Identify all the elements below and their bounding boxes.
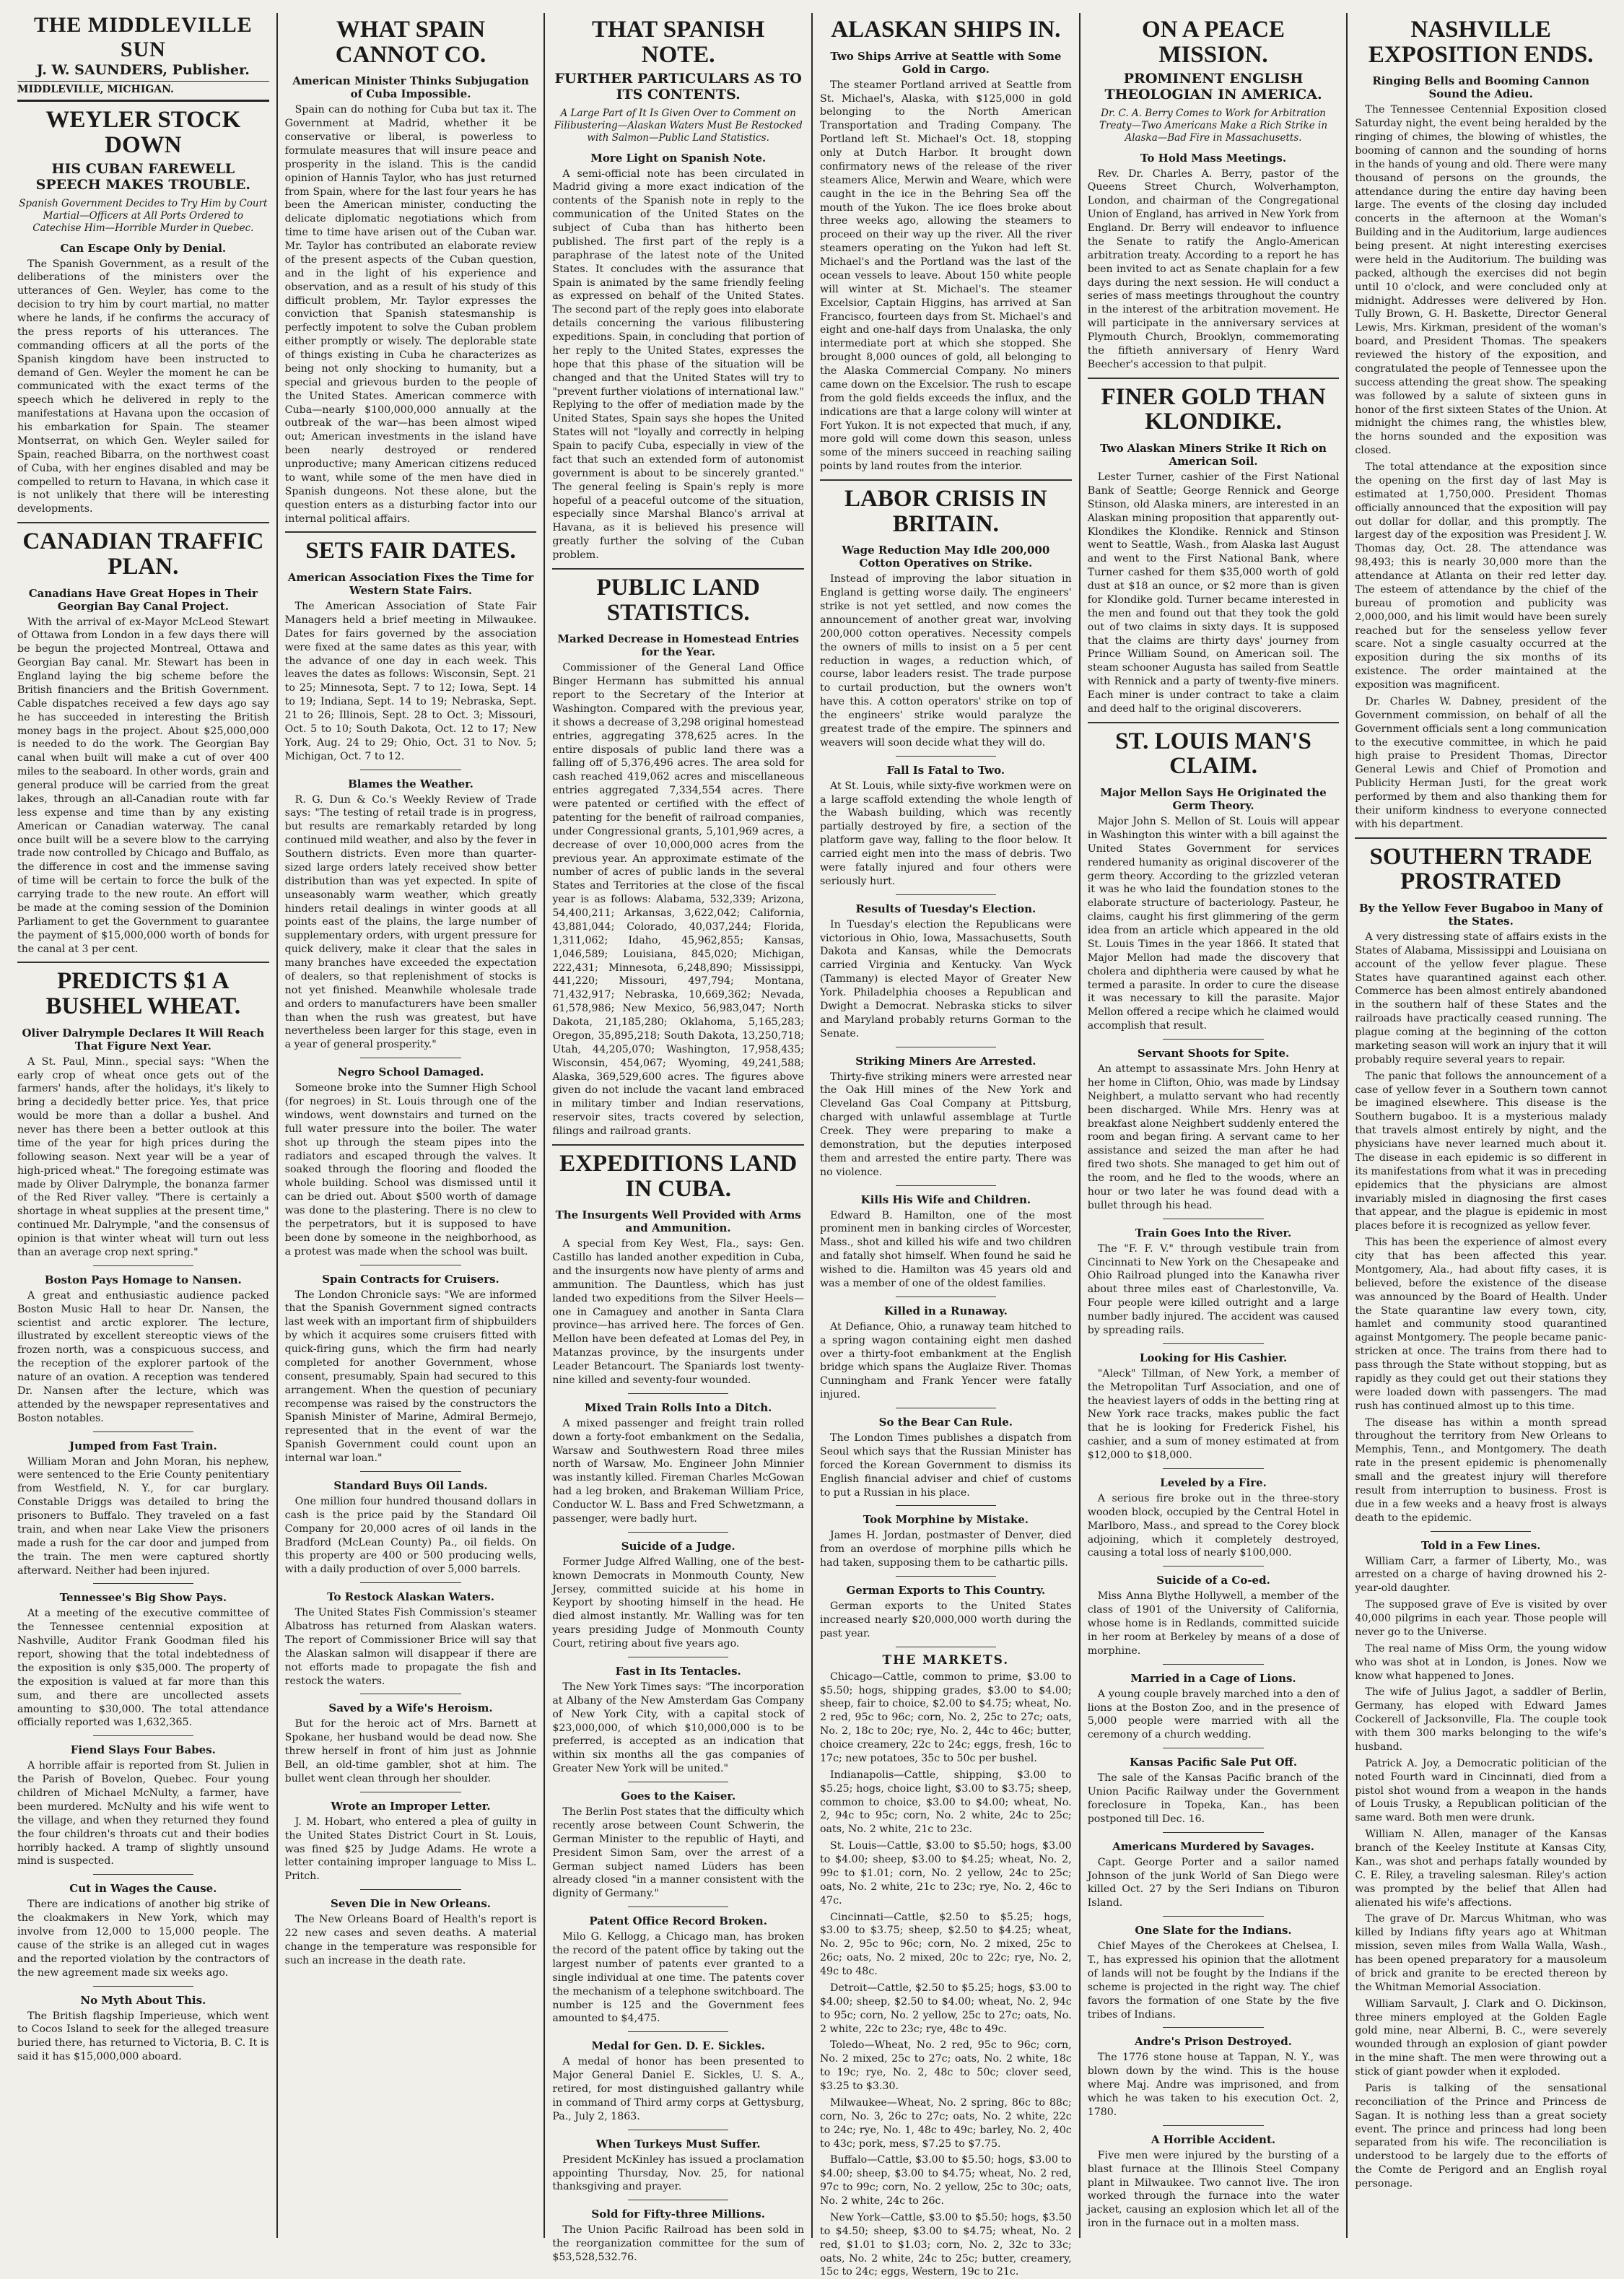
article-paragraph: "Aleck" Tillman, of New York, a member of the Metropolitan Turf Association, and one of the heaviest layers of odds in the betting ring at New York race tracks, makes public the fact that he is looking for Frederick Fishel, his cashier, and a sum of money estimated at from $12,000 to $18,000. (1087, 1367, 1340, 1462)
article-divider (1163, 1039, 1263, 1040)
article-subhead: Kills His Wife and Children. (860, 1193, 1031, 1206)
article-subhead: Fast in Its Tentacles. (615, 1664, 741, 1678)
article-deck: PROMINENT ENGLISH THEOLOGIAN IN AMERICA. (1104, 71, 1322, 103)
article-divider (360, 1582, 460, 1583)
article-paragraph: Dr. Charles W. Dabney, president of the Government commission, on behalf of all the Government officials sent a long communication to the executive committee, in which he paid high praise to President Thomas, Director General Lewis and Chief of Promotion and Publicity Herman Justi, for the great work performed by them and also thanking them for their uniform kindness to everyone connected with his department. (1355, 695, 1607, 830)
article-paragraph: Patrick A. Joy, a Democratic politician of the noted Fourth ward in Cincinnati, died from a pistol shot wound from a weapon in the hands of Louis Trusky, a Republican politician of the same ward. Both men were drunk. (1355, 1757, 1607, 1824)
article-paragraph: The supposed grave of Eve is visited by over 40,000 pilgrims in each year. Those people will never go to the Universe. (1355, 1599, 1607, 1638)
article-divider (896, 756, 996, 757)
article-paragraph: Detroit—Cattle, $2.50 to $5.25; hogs, $3.00 to $4.00; sheep, $2.50 to $4.00; wheat, No. 2, 94c to 95c; corn, No. 2 yellow, 25c to 27c; oats, No. 2 white, 22c to 23c; rye, 48c to 49c. (820, 1982, 1072, 2035)
article-paragraph: The Tennessee Centennial Exposition closed Saturday night, the event being heralded by the ringing of chimes, the blowing of whistles, the booming of cannon and the sounding of horns in the hands of young and old. There were many thousand of persons on the grounds, the attendance during the entire day having been large. The events of the closing day included concerts in the afternoon at the Woman's Building and in the Auditorium, large audiences being present. At night interesting exercises were held in the Auditorium. The building was packed, although the exercises did not begin until 10 o'clock, and were concluded only at midnight. Addresses were delivered by Hon. Tully Brown, G. H. Baskette, Director General Lewis, Mrs. Kirkman, president of the woman's board, and President Thomas. The speakers reviewed the history of the exposition, and congratulated the people of Tennessee upon the success attending the great show. The speaking was followed by a salute of sixteen guns in honor of the first sixteen States of the Union. At midnight the chimes rang, the whistles blew, the horns sounded and the exposition was closed. (1355, 104, 1607, 457)
article-paragraph: William Carr, a farmer of Liberty, Mo., was arrested on a charge of having drowned his 2-year-old daughter. (1355, 1555, 1607, 1595)
article-divider (93, 1986, 193, 1987)
article-divider (93, 1735, 193, 1736)
article-subhead: The Insurgents Well Provided with Arms and Ammunition. (555, 1208, 801, 1235)
article-paragraph: An attempt to assassinate Mrs. John Henry at her home in Clifton, Ohio, was made by Lindsay Neighbert, a mulatto servant who had recently been discharged. While Mrs. Henry was at breakfast alone Neighbert suddenly entered the room and began firing. A servant came to her assistance and seized the man after he had fired two shots. She managed to get him out of the room, and he fled to the woods, where an hour or two later he was found dead with a bullet through his head. (1087, 1063, 1340, 1211)
article-subhead: Negro School Damaged. (337, 1066, 484, 1079)
article-headline: PREDICTS $1 A BUSHEL WHEAT. (45, 968, 241, 1020)
article-paragraph: Toledo—Wheat, No. 2 red, 95c to 96c; corn, No. 2 mixed, 25c to 27c; oats, No. 2 white, 18c to 19c; rye, No. 2, 48c to 50c; clover seed, $3.25 to $3.30. (820, 2039, 1072, 2093)
article-subhead: Two Alaskan Miners Strike It Rich on American Soil. (1100, 442, 1327, 468)
article-subhead: Two Ships Arrive at Seattle with Some Gold in Cargo. (830, 49, 1062, 76)
column-2-body (285, 17, 537, 1968)
article-headline: THAT SPANISH NOTE. (592, 17, 765, 68)
article-summary: A Large Part of It Is Given Over to Comment on Filibustering—Alaskan Waters Must Be Restocked with Salmon—Public Land Statistics. (554, 107, 803, 144)
column-container (10, 13, 1614, 2278)
article-subhead: Kansas Pacific Sale Put Off. (1129, 1756, 1298, 1769)
article-paragraph: The total attendance at the exposition since the opening on the first day of last May is estimated at 1,750,000. President Thomas officially announced that the exposition will pay out dollar for dollar, and this promptly. The largest day of the exposition was President J. W. Thomas day, Oct. 28. The attendance was 98,493; this is nearly 30,000 more than the attendance at Atlanta on their red letter day. The esteem of attendance by the chief of the bureau of promotion and publicity was 2,000,000, and his limit would have been surely reached but for the senseless yellow fever scare. Not a single casualty occurred at the exposition during the six months of its existence. The order maintained at the exposition was magnificent. (1355, 461, 1607, 692)
article-subhead: Took Morphine by Mistake. (863, 1513, 1029, 1527)
article-paragraph: The American Association of State Fair Managers held a brief meeting in Milwaukee. Dates for fairs governed by the association were fixed at the same dates as this year, with the advance of one day in each week. This leaves the dates as follows: Wisconsin, Sept. 21 to 25; Minnesota, Sept. 7 to 12; Iowa, Sept. 14 to 19; Indiana, Sept. 14 to 19; Nebraska, Sept. 21 to 26; Illinois, Sept. 28 to Oct. 3; Missouri, Oct. 5 to 10; South Dakota, Oct. 12 to 17; New York, Aug. 24 to 29; Ohio, Oct. 31 to Nov. 5; Michigan, Oct. 7 to 12. (284, 601, 537, 762)
article-subhead: By the Yellow Fever Bugaboo in Many of the States. (1358, 901, 1603, 928)
article-paragraph: Paris is talking of the sensational reconciliation of the Prince and Princess de Sagan. It is nothing less than a great society event. The prince and princess had long been separated from his wife. The reconciliation is understood to be largely due to the efforts of the Comte de Perigord and an English royal personage. (1355, 2082, 1607, 2190)
article-paragraph: Chief Mayes of the Cherokees at Chelsea, I. T., has expressed his opinion that the allotment of lands will not be fought by the Indians if the scheme is projected in the right way. The chief favors the formation of one State by the five tribes of Indians. (1087, 1940, 1340, 2021)
article-summary: Spanish Government Decides to Try Him by Court Martial—Officers at All Ports Ordered to Catechise Him—Horrible Murder in Quebec. (19, 197, 268, 234)
article-subhead: So the Bear Can Rule. (878, 1416, 1013, 1429)
article-paragraph: William Sarvault, J. Clark and O. Dickinson, three miners employed at the Golden Eagle gold mine, near Alberni, B. C., were severely wounded through an explosion of giant powder in the mine shaft. The men were throwing out a stick of giant powder when it exploded. (1355, 1997, 1607, 2078)
article-headline: ON A PEACE MISSION. (1142, 17, 1285, 68)
article-headline: PUBLIC LAND STATISTICS. (596, 574, 760, 626)
article-subhead: Wrote an Improper Letter. (331, 1799, 491, 1813)
article-paragraph: At Defiance, Ohio, a runaway team hitched to a spring wagon containing eight men dashed over a thirty-foot embankment at the English bridge which spans the Auglaize River. Thomas Cunningham and Frank Yencer were fatally injured. (820, 1320, 1072, 1401)
article-divider (1163, 1343, 1263, 1344)
article-divider (1163, 1468, 1263, 1469)
column-5-body (1088, 17, 1340, 2231)
article-paragraph: A very distressing state of affairs exists in the States of Alabama, Mississippi and Louisiana on account of the yellow fever plague. These States have quarantined against each other. Commerce has been almost entirely abandoned in the southern half of these States and the railroads have practically ceased running. The plague coming at the beginning of the cotton marketing season will work an injury that it will probably require several years to repair. (1355, 931, 1607, 1066)
column-6-body (1355, 17, 1607, 2191)
article-paragraph: Commissioner of the General Land Office Binger Hermann has submitted his annual report to the Secretary of the Interior at Washington. Compared with the previous year, it shows a decrease of 3,298 original homestead entries, aggregating 378,625 acres. In the entire disposals of public land there was a falling off of 5,376,496 acres. The area sold for cash reached 419,062 acres and miscellaneous entries aggregated 7,334,554 acres. There were patented or certified with the effect of patenting for the benefit of railroad companies, under Congressional grants, 5,101,969 acres, a decrease of over 10,000,000 acres from the previous year. An approximate estimate of the number of acres of public lands in the several States and Territories at the close of the fiscal year is as follows: Alabama, 532,339; Arizona, 54,400,211; Arkansas, 3,622,042; California, 43,881,044; Colorado, 40,037,244; Florida, 1,311,062; Idaho, 45,962,855; Kansas, 1,046,589; Louisiana, 845,020; Michigan, 222,431; Minnesota, 6,248,890; Mississippi, 441,220; Missouri, 497,794; Montana, 71,432,917; Nebraska, 10,669,362; Nevada, 61,578,986; New Mexico, 56,983,047; North Dakota, 21,185,280; Oklahoma, 5,165,283; Oregon, 35,895,218; South Dakota, 13,250,718; Utah, 44,205,070; Washington, 17,958,435; Wisconsin, 454,067; Wyoming, 49,241,588; Alaska, 369,529,600 acres. The figures above given do not include the vacant land embraced in military timber and Indian reservations, reservoir sites, tracts covered by selection, filings and railroad grants. (552, 662, 805, 1137)
article-paragraph: The steamer Portland arrived at Seattle from St. Michael's, Alaska, with $125,000 in gold belonging to the North American Transportation and Trading Company. The Portland left St. Michael's Oct. 18, stopping only at Dutch Harbor. It brought down confirmatory news of the release of the river steamers Alice, Merwin and Weare, which were caught in the ice in the Behring Sea off the mouth of the Yukon. The ice floes broke about three weeks ago, allowing the steamers to proceed on their way up the river. All the river steamers operating on the Yukon had left St. Michael's and the Portland was the last of the ocean vessels to leave. About 150 white people will winter at St. Michael's. The steamer Excelsior, Captain Higgins, has arrived at San Francisco, fourteen days from St. Michael's and eight and one-half days from Unalaska, the only intermediate port at which she stopped. She brought 8,000 ounces of gold, all belonging to the Alaska Commercial Company. No miners came down on the Excelsior. The rush to escape from the gold fields exceeds the influx, and the indications are that a large colony will winter at Fort Yukon. It is not expected that much, if any, more gold will come down this season, unless some of the miners succeed in reaching sailing points by land routes from the interior. (820, 79, 1072, 473)
article-subhead: More Light on Spanish Note. (590, 151, 767, 165)
article-paragraph: German exports to the United States increased nearly $20,000,000 worth during the past year. (820, 1600, 1072, 1639)
article-subhead: Patent Office Record Broken. (589, 1914, 767, 1928)
article-paragraph: Indianapolis—Cattle, shipping, $3.00 to $5.25; hogs, choice light, $3.00 to $3.75; sheep, common to choice, $3.00 to $4.00; wheat, No. 2, 94c to 95c; corn, No. 2 white, 24c to 25c; oats, No. 2 white, 21c to 23c. (820, 1769, 1072, 1836)
article-paragraph: The wife of Julius Jagot, a saddler of Berlin, Germany, has eloped with Edward James Cockerell of Jacksonville, Fla. The couple took with them 300 marks belonging to the wife's husband. (1355, 1686, 1607, 1753)
article-subhead: Americans Murdered by Savages. (1112, 1839, 1314, 1853)
article-subhead: No Myth About This. (80, 1993, 206, 2007)
article-subhead: Told in a Few Lines. (1420, 1538, 1541, 1552)
article-subhead: Jumped from Fast Train. (69, 1439, 217, 1452)
article-headline: CANADIAN TRAFFIC PLAN. (22, 528, 264, 580)
article-subhead: Medal for Gen. D. E. Sickles. (591, 2039, 765, 2053)
article-subhead: Can Escape Only by Denial. (60, 241, 227, 255)
article-headline: ALASKAN SHIPS IN. (831, 17, 1061, 43)
article-subhead: Canadians Have Great Hopes in Their Georgian Bay Canal Project. (28, 586, 258, 613)
article-divider (1355, 837, 1607, 839)
article-divider (1163, 1916, 1263, 1917)
article-divider (628, 1393, 728, 1394)
article-divider (93, 1265, 193, 1266)
article-paragraph: There are indications of another big strike of the cloakmakers in New York, which may involve from 12,000 to 15,000 people. The cause of the strike is an alleged cut in wages and the reported violation by the contractors of the new agreement made six weeks ago. (17, 1899, 269, 1979)
article-paragraph: A mixed passenger and freight train rolled down a forty-foot embankment on the Sedalia, Warsaw and Southwestern Road three miles north of Warsaw, Mo. Engineer John Minnier was instantly killed. Fireman Charles McGowan had a leg broken, and Brakeman William Price, Conductor W. L. Bass and Fred Schwetzmann, a passenger, were badly hurt. (552, 1417, 805, 1525)
article-paragraph: R. G. Dun & Co.'s Weekly Review of Trade says: "The testing of retail trade is in progress, but results are remarkably retarded by long continued mild weather, and also by the fever in Southern districts. Even more than quarter-sized large orders lately received show better distribution than was yet expected. In spite of unseasonably warm weather, which greatly hinders retail dealings in winter goods at all points east of the plains, the large number of supplementary orders, with urgent pressure for quick delivery, make it clear that the sales in many branches have exceeded the expectation of dealers, so that replenishment of stocks is not yet finished. Meanwhile wholesale trade and orders to manufacturers have been smaller than when the rush was greatest, but have nevertheless been larger for this stage, even in a year of general prosperity." (284, 793, 537, 1051)
article-subhead: Fiend Slays Four Babes. (70, 1743, 216, 1757)
location-line (17, 81, 269, 95)
article-paragraph: James H. Jordan, postmaster of Denver, died from an overdose of morphine pills which he had taken, supposing them to be cathartic pills. (820, 1530, 1072, 1569)
article-divider (1163, 1664, 1263, 1665)
article-paragraph: The New Orleans Board of Health's report is 22 new cases and seven deaths. A material change in the temperature was responsible for such an increase in the death rate. (284, 1914, 537, 1966)
publisher-line: J. W. SAUNDERS, Publisher. (36, 62, 250, 78)
article-divider (17, 962, 269, 963)
article-paragraph: The disease has within a month spread throughout the territory from New Orleans to Memphis, Tenn., and Montgomery. The death rate in the present epidemic is phenomenally small and the greatest injury will therefore result from interruption to business. Frost is due in a few weeks and a heavy frost is always death to the epidemic. (1355, 1416, 1607, 1524)
newspaper-title: THE MIDDLEVILLE SUN (34, 13, 253, 61)
article-paragraph: William Moran and John Moran, his nephew, were sentenced to the Erie County penitentiary from Westfield, N. Y., for car burglary. Constable Driggs was detailed to bring the prisoners to Buffalo. They traveled on a fast train, and when near Lake View the prisoners made a rush for the car door and jumped from the train. The men were captured shortly afterward. Neither had been injured. (17, 1455, 269, 1577)
article-subhead: Seven Die in New Orleans. (331, 1897, 491, 1911)
masthead (17, 13, 269, 102)
article-divider (628, 2031, 728, 2032)
article-paragraph: This has been the experience of almost every city that has been affected this year. Montgomery, Ala., had about fifty cases, it is believed, before the existence of the disease was announced by the Board of Health. Under the State quarantine law every town, city, hamlet and community stood quarantined against Montgomery. The people became panic-stricken at once. The trains from there had to pass through the State without stopping, but as rapidly as they could get out their stations they were loaded down with passengers. The mad rush has continued almost up to this time. (1355, 1237, 1607, 1412)
article-subhead: Major Mellon Says He Originated the Germ Theory. (1100, 786, 1327, 813)
article-paragraph: Instead of improving the labor situation in England is getting worse daily. The engineers' strike is not yet settled, and now comes the announcement of another great war, involving 200,000 cotton operatives. Necessity compels the owners of mills to insist on a 5 per cent reduction in wages, a reduction which, of course, labor leaders resist. The trade purpose to curtail production, but the owners won't have this. A cotton operators' strike on top of the engineers' strike would paralyze the greatest trade of the empire. The spinners and weavers will soon decide what they will do. (820, 573, 1072, 749)
article-paragraph: Milwaukee—Wheat, No. 2 spring, 86c to 88c; corn, No. 3, 26c to 27c; oats, No. 2 white, 22c to 24c; rye, No. 1, 48c to 49c; barley, No. 2, 40c to 43c; pork, mess, $7.25 to $7.75. (820, 2096, 1072, 2150)
article-paragraph: A horrible affair is reported from St. Julien in the Parish of Bovelon, Quebec. Four young children of Michael McNulty, a farmer, have been murdered. McNulty and his wife went to the village, and when they returned they found the four children's throats cut and their bodies horribly hacked. A tramp of slightly unsound mind is suspected. (17, 1760, 269, 1868)
article-paragraph: J. M. Hobart, who entered a plea of guilty in the United States District Court in St. Louis, was fined $25 by Judge Adams. He wrote a letter containing improper language to Miss L. Pritch. (284, 1816, 537, 1883)
article-paragraph: The Berlin Post states that the difficulty which recently arose between Count Schwerin, the German Minister to the republic of Hayti, and President Simon Sam, over the arrest of a German subject named Lüders has been already closed "in a manner consistent with the dignity of Germany." (552, 1806, 805, 1900)
article-subhead: Tennessee's Big Show Pays. (59, 1591, 227, 1605)
article-paragraph: The London Chronicle says: "We are informed that the Spanish Government signed contracts last week with an important firm of shipbuilders by which it acquires some cruisers fitted with quick-firing guns, which the firm had nearly completed for another Government, whose consent, presumably, Spain had secured to this arrangement. When the question of pecuniary recompense was raised by the constructors the Spanish Minister of Marine, Admiral Bermejo, represented that in the event of war the Spanish Government could count upon an internal war loan." (284, 1289, 537, 1465)
article-paragraph: Buffalo—Cattle, $3.00 to $5.50; hogs, $3.00 to $4.00; sheep, $3.00 to $4.75; wheat, No. 2 red, 97c to 99c; corn, No. 2 yellow, 25c to 30c; oats, No. 2 white, 24c to 26c. (820, 2154, 1072, 2208)
article-divider (93, 1874, 193, 1875)
article-paragraph: The "F. F. V." through vestibule train from Cincinnati to New York on the Chesapeake and Ohio Railroad plunged into the Kanawha river about three miles east of Charlestonville, Va. Four people were killed outright and a large number badly injured. The accident was caused by spreading rails. (1087, 1242, 1340, 1336)
article-subhead: To Restock Alaskan Waters. (327, 1590, 494, 1604)
article-subhead: Fall Is Fatal to Two. (886, 763, 1005, 777)
column-3 (545, 13, 813, 2264)
article-subhead: Spain Contracts for Cruisers. (322, 1272, 499, 1286)
article-paragraph: Miss Anna Blythe Hollywell, a member of the class of 1901 of the University of California, whose home is in Redlands, committed suicide in her room at Berkeley by means of a dose of morphine. (1087, 1590, 1340, 1657)
article-divider (896, 1576, 996, 1577)
column-3-body (552, 17, 804, 2265)
article-divider (360, 1471, 460, 1472)
column-1-body (17, 108, 269, 2064)
article-subhead: Leveled by a Fire. (1160, 1476, 1267, 1489)
article-paragraph: The Spanish Government, as a result of the deliberations of the ministers over the utterances of Gen. Weyler, has come to the decision to try him by court martial, no matter where he lands, if he confirms the accuracy of the press reports of his utterances. The commanding officers at all the ports of the Spanish kingdom have been instructed to demand of Gen. Weyler the moment he can be communicated with the exact terms of the speech which he delivered in reply to the manifestations at Havana upon the occasion of his embarkation for Spain. The steamer Montserrat, on which Gen. Weyler sailed for Spain, reached Bibarra, on the northwest coast of Cuba, with her engines disabled and may be compelled to return to Havana, in which case it is not unlikely that there will be interesting developments. (17, 258, 269, 515)
article-subhead: American Association Fixes the Time for Western State Fairs. (287, 571, 534, 598)
article-divider (896, 1505, 996, 1506)
article-divider (1088, 378, 1340, 379)
article-headline: WHAT SPAIN CANNOT CO. (335, 17, 486, 68)
article-paragraph: The real name of Miss Orm, the young widow who was shot at in London, is Jones. Now we know what happened to Jones. (1355, 1642, 1607, 1682)
article-paragraph: Milo G. Kellogg, a Chicago man, has broken the record of the patent office by taking out the largest number of patents ever granted to a single individual at one time. The patents cover the mechanism of a telephone switchboard. The number is 125 and the Government fees amounted to $4,475. (552, 1931, 805, 2025)
article-paragraph: Thirty-five striking miners were arrested near the Oak Hill mines of the New York and Cleveland Gas Coal Company at Pittsburg, charged with unlawful assemblage at Turtle Creek. They were preparing to make a demonstration, but the deputies interposed them and arrested the entire party. There was no violence. (820, 1071, 1072, 1178)
article-divider (285, 531, 537, 533)
article-subhead: Striking Miners Are Arrested. (855, 1054, 1036, 1068)
article-subhead: Servant Shoots for Spite. (1137, 1047, 1290, 1060)
article-paragraph: A special from Key West, Fla., says: Gen. Castillo has landed another expedition in Cuba, and the insurgents now have plenty of arms and ammunition. The Dauntless, which has just landed two expeditions from the Silver Heels—one in Camaguey and another in Santa Clara province—has arrived here. The forces of Gen. Mellon have been defeated at Lomas del Pey, in Matanzas province, by the insurgents under Leader Betancourt. The Spaniards lost twenty-nine killed and seventy-four wounded. (552, 1238, 805, 1386)
column-1 (10, 13, 278, 2238)
article-paragraph: Five men were injured by the bursting of a blast furnace at the Illinois Steel Company plant in Milwaukee. Two cannot live. The iron worked through the furnace into the water jacket, causing an explosion which let all of the iron in the furnace out in a molten mass. (1087, 2149, 1340, 2230)
article-paragraph: Major John S. Mellon of St. Louis will appear in Washington this winter with a bill against the United States Government for services rendered humanity as original discoverer of the germ theory. According to the grizzled veteran it was he who laid the foundation stones to the elaborate structure of bacteriology. Pasteur, he claims, caught his first glimmering of the germ idea from an article which appeared in the old St. Louis Times in the year 1866. It stated that Major Mellon had made the discovery that cholera and diphtheria were caused by what he termed a parasite. In order to cure the disease it was necessary to kill the parasite. Major Mellon offered a recipe which he claimed would accomplish that result. (1087, 816, 1340, 1032)
article-divider (628, 1532, 728, 1533)
article-subhead: Results of Tuesday's Election. (855, 902, 1036, 915)
article-divider (552, 568, 804, 570)
article-paragraph: Edward B. Hamilton, one of the most prominent men in banking circles of Worcester, Mass., shot and killed his wife and two children and fatally shot himself. When found he said he wished to die. Hamilton was 45 years old and was a member of one of the oldest families. (820, 1209, 1072, 1289)
article-paragraph: Chicago—Cattle, common to prime, $3.00 to $5.50; hogs, shipping grades, $3.00 to $4.00; sheep, fair to choice, $2.00 to $4.75; wheat, No. 2 red, 95c to 96c; corn, No. 2, 25c to 27c; oats, No. 2, 18c to 20c; rye, No. 2, 44c to 46c; butter, choice creamery, 22c to 24c; eggs, fresh, 16c to 17c; new potatoes, 35c to 50c per bushel. (820, 1670, 1072, 1764)
article-divider (1088, 722, 1340, 723)
article-subhead: Oliver Dalrymple Declares It Will Reach That Figure Next Year. (22, 1026, 265, 1053)
article-subhead: Train Goes Into the River. (1135, 1226, 1292, 1239)
article-summary: Dr. C. A. Berry Comes to Work for Arbitration Treaty—Two Americans Make a Rich Strike in Alaska—Bad Fire in Massachusetts. (1099, 107, 1328, 144)
article-paragraph: The panic that follows the announcement of a case of yellow fever in a Southern town cannot be imagined elsewhere. This disease is the Southern bugaboo. It is a mysterious malady that travels almost entirely by night, and the physicians have never learned much about it. The disease in each epidemic is so different in its manifestations from what it was in preceding epidemics that the physicians are almost invariably misled in diagnosing the first cases that appear, and the plague is epidemic in most places before it is recognized as yellow fever. (1355, 1070, 1607, 1232)
article-paragraph: St. Louis—Cattle, $3.00 to $5.50; hogs, $3.00 to $4.00; sheep, $3.00 to $4.25; wheat, No. 2, 99c to $1.01; corn, No. 2 yellow, 24c to 25c; oats, No. 2 white, 21c to 23c; rye, No. 2, 46c to 47c. (820, 1840, 1072, 1907)
article-paragraph: A semi-official note has been circulated in Madrid giving a more exact indication of the contents of the Spanish note in reply to the communication of the United States on the subject of Cuba than has hitherto been published. The first part of the reply is a paraphrase of the latest note of the United States. It concludes with the assurance that Spain is animated by the same friendly feeling as expressed on behalf of the United States. The second part of the reply goes into elaborate details concerning the various filibustering expeditions. Spain, in concluding that portion of her reply to the United States, expresses the hope that this phase of the situation will be changed and that the United States will try to "prevent further violations of international law." Replying to the offer of mediation made by the United States, Spain says she hopes the United States will not "loyally and correctly in helping Spain to pacify Cuba, especially in view of the fact that such an extended form of autonomist government is about to be sincerely granted." The general feeling is Spain's reply is more hopeful of a peaceful outcome of the situation, especially since Marshal Blanco's arrival at Havana, as it is believed his presence will greatly further the solving of the Cuban problem. (552, 167, 805, 562)
article-subhead: Boston Pays Homage to Nansen. (44, 1273, 242, 1286)
article-subhead: Mixed Train Rolls Into a Ditch. (584, 1400, 772, 1414)
column-4-body (820, 17, 1072, 2279)
article-paragraph: The New York Times says: "The incorporation at Albany of the New Amsterdam Gas Company of New York City, with a capital stock of $23,000,000, of which $10,000,000 is to be preferred, is accepted as an indication that within six months all the gas companies of Greater New York will be united." (552, 1681, 805, 1775)
article-headline: WEYLER STOCK DOWN (45, 107, 241, 158)
article-deck: FURTHER PARTICULARS AS TO ITS CONTENTS. (554, 71, 802, 103)
article-paragraph: In Tuesday's election the Republicans were victorious in Ohio, Iowa, Massachusetts, South Dakota and Kansas, while the Democrats carried Virginia and Kentucky. Van Wyck (Tammany) is elected Mayor of Greater New York. Philadelphia chooses a Republican and Dwight a Democrat. Nebraska sticks to silver and Maryland probably returns Gorman to the Senate. (820, 918, 1072, 1040)
article-subhead: Suicide of a Co-ed. (1156, 1574, 1270, 1587)
article-paragraph: Spain can do nothing for Cuba but tax it. The Government at Madrid, whether it be conservative or liberal, is powerless to formulate measures that will insure peace and prosperity in the island. This is the candid opinion of Hannis Taylor, who has just returned from Spain, where for the last four years he has been the American minister, conducting the delicate diplomatic negotiations which from time to time have arisen out of the Cuban war. Mr. Taylor has contributed an elaborate review of the present aspects of the Cuban question, and in the light of his experience and observation, and as a result of his study of this difficult problem, Mr. Taylor expresses the conviction that Spanish statesmanship is perfectly impotent to solve the Cuban problem either promptly or wisely. The deplorable state of things existing in Cuba he characterizes as being not only shocking to humanity, but a special and grievous burden to the people of the United States. American commerce with Cuba—nearly $100,000,000 annually at the outbreak of the war—has been almost wiped out; American investments in the island have been nearly destroyed or rendered unproductive; many American citizens reduced to want, while some of the men have died in Spanish dungeons. Not these alone, but the question enters as a disturbing factor into our internal political affairs. (284, 104, 537, 525)
article-headline: EXPEDITIONS LAND IN CUBA. (559, 1150, 798, 1202)
article-paragraph: Lester Turner, cashier of the First National Bank of Seattle; George Rennick and George Stinson, old Alaska miners, are interested in an Alaskan mining proposition that apparently out-Klondikes the Klondike. Rennick and Stinson went to Seattle, Wash., from Alaska last August and went to the First National Bank, where Turner cashed for them $35,000 worth of gold dust at $18 an ounce, or $2 more than is given for Klondike gold. Turner became interested in the men and found out that they took the gold out of two claims in sixty days. It is supposed that the claims are thirty days' journey from Prince William Sound, on American soil. The steam schooner Augusta has sailed from Seattle with Rennick and a party of twenty-five miners. Each miner is under contract to take a claim and deed half to the original discoverers. (1087, 471, 1340, 715)
article-paragraph: The 1776 stone house at Tappan, N. Y., was blown down by the wind. This is the house where Maj. Andre was imprisoned, and from which he was taken to his execution Oct. 2, 1780. (1087, 2052, 1340, 2118)
article-divider (896, 1185, 996, 1186)
article-paragraph: A young couple bravely marched into a den of lions at the Boston Zoo, and in the presence of 5,000 people were married with all the ceremony of a church wedding. (1087, 1688, 1340, 1741)
article-divider (1163, 2125, 1263, 2126)
article-paragraph: At St. Louis, while sixty-five workmen were on a large scaffold extending the whole length of the Wabash building, which was recently partially destroyed by fire, a section of the platform gave way, falling to the floor below. It carried eight men into the mass of debris. Two were fatally injured and four others were seriously hurt. (820, 780, 1072, 887)
article-divider (820, 479, 1072, 481)
markets-title: THE MARKETS. (882, 1652, 1010, 1668)
article-deck: HIS CUBAN FAREWELL SPEECH MAKES TROUBLE. (35, 161, 250, 193)
article-headline: NASHVILLE EXPOSITION ENDS. (1368, 17, 1594, 68)
article-subhead: Goes to the Kaiser. (621, 1790, 736, 1803)
article-subhead: Sold for Fifty-three Millions. (591, 2208, 765, 2221)
article-paragraph: The sale of the Kansas Pacific branch of the Union Pacific Railway under the Government foreclosure in Topeka, Kan., has been postponed till Dec. 16. (1087, 1772, 1340, 1825)
article-paragraph: A St. Paul, Minn., special says: "When the early crop of wheat once gets out of the farmers' hands, after the holidays, it's likely to bring a decidedly better price. Yes, that price would be more than a dollar a bushel. And never has there been a better outlook at this time of the year for high prices during the following season. Next year will be a year of high-priced wheat." The foregoing estimate was made by Oliver Dalrymple, the bonanza farmer of the Red River valley. "There is certainly a shortage in wheat supplies at the present time," continued Mr. Dalrymple, "and the consensus of opinion is that winter wheat will turn out less than an average crop next spring." (17, 1055, 269, 1258)
article-headline: SETS FAIR DATES. (305, 538, 516, 565)
article-subhead: Saved by a Wife's Heroism. (328, 1701, 493, 1715)
article-headline: ST. LOUIS MAN'S CLAIM. (1115, 728, 1311, 780)
article-paragraph: Capt. George Porter and a sailor named Johnson of the junk World of San Diego were killed Oct. 27 by the Seri Indians on Tiburon Island. (1087, 1856, 1340, 1909)
article-paragraph: A medal of honor has been presented to Major General Daniel E. Sickles, U. S. A., retired, for most distinguished gallantry while in command of Third army corps at Gettysburg, Pa., July 2, 1863. (552, 2056, 805, 2122)
article-divider (896, 894, 996, 895)
article-paragraph: A great and enthusiastic audience packed Boston Music Hall to hear Dr. Nansen, the scientist and arctic explorer. The lecture, illustrated by excellent stereoptic views of the frozen north, was a conspicuous success, and the reception of the explorer partook of the nature of an ovation. A reception was tendered Dr. Nansen after the lecture, which was attended by the newspaper representatives and Boston notables. (17, 1289, 269, 1424)
article-subhead: German Exports to This Country. (846, 1584, 1046, 1598)
article-paragraph: But for the heroic act of Mrs. Barnett at Spokane, her husband would be dead now. She threw herself in front of him just as Johnnie Bell, an old-time gambler, shot at him. The bullet went clean through her shoulder. (284, 1718, 537, 1785)
article-paragraph: With the arrival of ex-Mayor McLeod Stewart of Ottawa from London in a few days there will be begun the projected Montreal, Ottawa and Georgian Bay canal. Mr. Stewart has been in England laying the big scheme before the British financiers and the British Government. Cable dispatches received a few days ago say he has succeeded in interesting the British money bags in the project. About $25,000,000 is needed to do the work. The Georgian Bay canal when built will make a cut of over 400 miles to the seaboard. In other words, grain and general produce will be carried from the great lakes, through an all-Canadian route with far less expense and time than by any existing American or Canadian waterway. The canal once built will be a severe blow to the carrying trade now controlled by Chicago and Buffalo, as the difference in cost and the immense saving of time will be certain to force the bulk of the carrying trade to the new route. An effort will be made at the coming session of the Dominion Parliament to get the Government to guarantee the payment of $15,000,000 worth of bonds for the canal at 3 per cent. (17, 616, 269, 955)
article-subhead: When Turkeys Must Suffer. (595, 2137, 761, 2151)
column-4 (813, 13, 1081, 2278)
article-paragraph: President McKinley has issued a proclamation appointing Thursday, Nov. 25, for national thanksgiving and prayer. (552, 2153, 805, 2193)
article-paragraph: Rev. Dr. Charles A. Berry, pastor of the Queens Street Church, Wolverhampton, London, and chairman of the Congregational Union of England, has arrived in New York from England. Dr. Berry will endeavor to influence the Senate to ratify the Anglo-American arbitration treaty. According to a report he has been invited to act as Senate chaplain for a few days during the next session. He will conduct a series of mass meetings throughout the country in the interest of the arbitration movement. He will participate in the anniversary services at Plymouth Church, Brooklyn, commemorating the fiftieth anniversary of Henry Ward Beecher's accession to that pulpit. (1087, 167, 1340, 370)
article-subhead: Killed in a Runaway. (883, 1304, 1008, 1317)
article-subhead: A Horrible Accident. (1151, 2132, 1276, 2146)
column-6 (1348, 13, 1614, 2238)
article-headline: FINER GOLD THAN KLONDIKE. (1101, 383, 1326, 435)
article-divider (360, 1889, 460, 1890)
article-subhead: Married in a Cage of Lions. (1130, 1671, 1296, 1685)
article-paragraph: A serious fire broke out in the three-story wooden block, occupied by the Central Hotel in Marlboro, Mass., and spread to the Corey block adjoining, which it completely destroyed, causing a total loss of nearly $100,000. (1087, 1492, 1340, 1559)
article-paragraph: Former Judge Alfred Walling, one of the best-known Democrats in Monmouth County, New Jersey, committed suicide at his home in Keyport by shooting himself in the head. He died almost instantly. Mr. Walling was for ten years presiding Judge of Monmouth County Court, retiring about five years ago. (552, 1556, 805, 1650)
column-2 (278, 13, 546, 2238)
article-paragraph: The United States Fish Commission's steamer Albatross has returned from Alaskan waters. The report of Commissioner Brice will say that the Alaskan salmon will disappear if there are not efforts made to propagate the fish and restock the waters. (284, 1607, 537, 1687)
article-paragraph: Someone broke into the Sumner High School (for negroes) in St. Louis through one of the windows, went downstairs and turned on the full water pressure into the boiler. The water shot up through the steam pipes into the radiators and escaped through the valves. It soaked through the flooring and flooded the whole building. School was dismissed until it can be dried out. About $500 worth of damage was done to the plastering. There is no clew to the perpetrators, but it is supposed to have been done by someone in the neighborhood, as a protest was made when the school was built. (284, 1082, 537, 1258)
column-5 (1081, 13, 1348, 2238)
article-subhead: Marked Decrease in Homestead Entries for the Year. (557, 632, 799, 659)
article-paragraph: Cincinnati—Cattle, $2.50 to $5.25; hogs, $3.00 to $3.75; sheep, $2.50 to $4.25; wheat, No. 2, 95c to 96c; corn, No. 2 mixed, 25c to 26c; oats, No. 2 mixed, 20c to 22c; rye, No. 2, 49c to 48c. (820, 1911, 1072, 1978)
article-subhead: Ringing Bells and Booming Cannon Sound the Adieu. (1372, 74, 1590, 101)
article-subhead: Blames the Weather. (348, 777, 473, 790)
article-subhead: Looking for His Cashier. (1139, 1351, 1288, 1364)
location-text: MIDDLEVILLE, MICHIGAN. (17, 84, 174, 95)
article-headline: SOUTHERN TRADE PROSTRATED (1369, 843, 1592, 895)
article-paragraph: New York—Cattle, $3.00 to $5.50; hogs, $3.50 to $4.50; sheep, $3.00 to $4.75; wheat, No. 2 red, $1.01 to $1.03; corn, No. 2, 32c to 33c; oats, No. 2 white, 24c to 25c; butter, creamery, 15c to 24c; eggs, Western, 19c to 21c. (820, 2211, 1072, 2278)
article-subhead: Andre's Prison Destroyed. (1135, 2035, 1293, 2049)
article-divider (17, 522, 269, 523)
article-divider (1431, 1531, 1531, 1532)
article-divider (1163, 1832, 1263, 1833)
article-headline: LABOR CRISIS IN BRITAIN. (844, 486, 1047, 537)
article-paragraph: The grave of Dr. Marcus Whitman, who was killed by Indians fifty years ago at Whitman mission, seven miles from Walla Walla, Wash., has been opened preparatory for a mausoleum of brick and granite to be erected thereon by the Whitman Memorial Association. (1355, 1913, 1607, 1993)
article-divider (552, 1144, 804, 1146)
article-subhead: Wage Reduction May Idle 200,000 Cotton Operatives on Strike. (842, 544, 1050, 570)
article-divider (93, 1583, 193, 1584)
article-subhead: To Hold Mass Meetings. (1140, 151, 1287, 165)
article-divider (1163, 2027, 1263, 2028)
article-subhead: American Minister Thinks Subjugation of Cuba Impossible. (292, 74, 529, 101)
article-subhead: Cut in Wages the Cause. (69, 1882, 217, 1896)
article-paragraph: William N. Allen, manager of the Kansas branch of the Keeley Institute at Kansas City, Kan., was shot and perhaps fatally wounded by C. E. Riley, a traveling salesman. Riley's action was prompted by the belief that Allen had alienated his wife's affections. (1355, 1829, 1607, 1909)
article-subhead: One Slate for the Indians. (1135, 1924, 1292, 1938)
article-subhead: Standard Buys Oil Lands. (333, 1478, 488, 1492)
article-subhead: Suicide of a Judge. (621, 1539, 735, 1553)
article-paragraph: At a meeting of the executive committee of the Tennessee centennial exposition at Nashville, Auditor Frank Goodman filed his report, showing that the total indebtedness of the exposition is only $35,000. The property of the exposition is valued at far more than this sum, and there are uncollected assets amounting to $30,000. The total attendance officially reported was 1,632,365. (17, 1608, 269, 1729)
article-paragraph: The Union Pacific Railroad has been sold in the reorganization committee for the sum of $53,528,532.76. (552, 2224, 805, 2264)
article-paragraph: One million four hundred thousand dollars in cash is the price paid by the Standard Oil Company for 20,000 acres of oil lands in the Bradford (McLean County) Pa., oil fields. On this property are 400 or 500 producing wells, with a daily production of over 5,000 barrels. (284, 1495, 537, 1576)
article-paragraph: The British flagship Imperieuse, which went to Cocos Island to seek for the alleged treasure buried there, has returned to Victoria, B. C. It is said it has $15,000,000 aboard. (17, 2010, 269, 2063)
article-paragraph: The London Times publishes a dispatch from Seoul which says that the Russian Minister has forced the Korean Government to dismiss its English financial adviser and chief of customs to put a Russian in his place. (820, 1432, 1072, 1499)
